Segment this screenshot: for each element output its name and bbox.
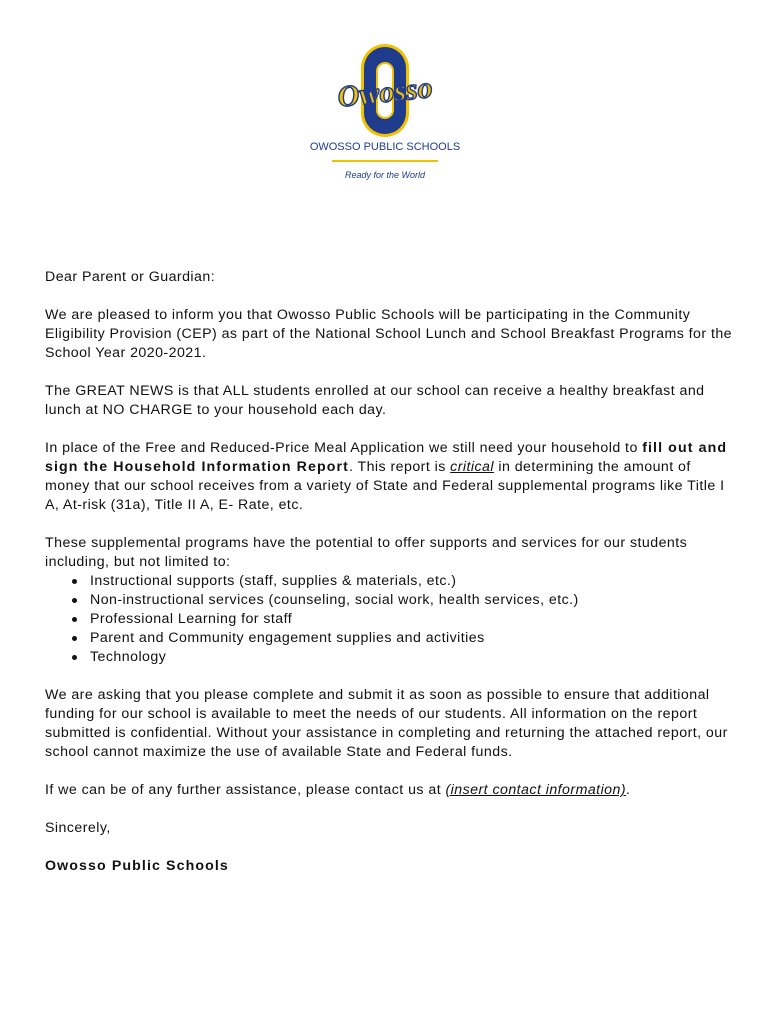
logo-school-name: OWOSSO PUBLIC SCHOOLS xyxy=(309,141,461,153)
list-item: Professional Learning for staff xyxy=(90,610,735,629)
letter-signature: Owosso Public Schools xyxy=(45,858,229,874)
critical-emphasis: critical xyxy=(450,459,494,475)
paragraph-cep: We are pleased to inform you that Owosso Public Schools will be participating in the Community Eligibility Provision (CEP) as part of the National School Lunch and School Breakfast Programs for the School Year 2020-2021. xyxy=(45,307,733,361)
list-item: Non-instructional services (counseling, social work, health services, etc.) xyxy=(90,591,735,610)
logo-wordmark: Owosso xyxy=(336,71,435,114)
paragraph-household-report xyxy=(45,439,735,515)
logo-tagline: Ready for the World xyxy=(344,170,426,180)
contact-lead: If we can be of any further assistance, please contact us at xyxy=(45,782,446,798)
contact-tail: . xyxy=(626,782,631,798)
letter-greeting: Dear Parent or Guardian: xyxy=(45,269,216,285)
report-request-tail: in determining the amount of money that our school receives from a variety of State and Federal supplemental programs like Title I A, At-risk (31a), Title II A, E- Rate, etc. xyxy=(45,459,725,513)
list-item: Instructional supports (staff, supplies & materials, etc.) xyxy=(90,572,735,591)
list-item: Parent and Community engagement supplies and activities xyxy=(90,629,735,648)
paragraph-great-news: The GREAT NEWS is that ALL students enrolled at our school can receive a healthy breakfast and lunch at NO CHARGE to your household each day. xyxy=(45,383,705,418)
letter-closing: Sincerely, xyxy=(45,820,111,836)
school-logo xyxy=(300,42,470,184)
paragraph-supports-intro: These supplemental programs have the potential to offer supports and services for our students including, but not limited to: xyxy=(45,535,688,570)
paragraph-contact xyxy=(45,781,735,800)
report-request-lead: In place of the Free and Reduced-Price Meal Application we still need your household to xyxy=(45,440,643,456)
paragraph-request: We are asking that you please complete and submit it as soon as possible to ensure that additional funding for our school is available to meet the needs of our students. All information on the report submitted is confidential. Without your assistance in completing and returning the attached report, our school cannot maximize the use of available State and Federal funds. xyxy=(45,687,728,760)
report-request-bold: fill out and sign the Household Information Report xyxy=(45,440,728,475)
supports-list xyxy=(45,572,735,667)
logo-divider xyxy=(332,160,438,162)
report-request-mid: . This report is xyxy=(348,459,451,475)
list-item: Technology xyxy=(90,648,735,667)
letter-body xyxy=(45,268,735,876)
owosso-o-emblem xyxy=(328,42,442,140)
contact-placeholder: (insert contact information) xyxy=(445,782,627,798)
